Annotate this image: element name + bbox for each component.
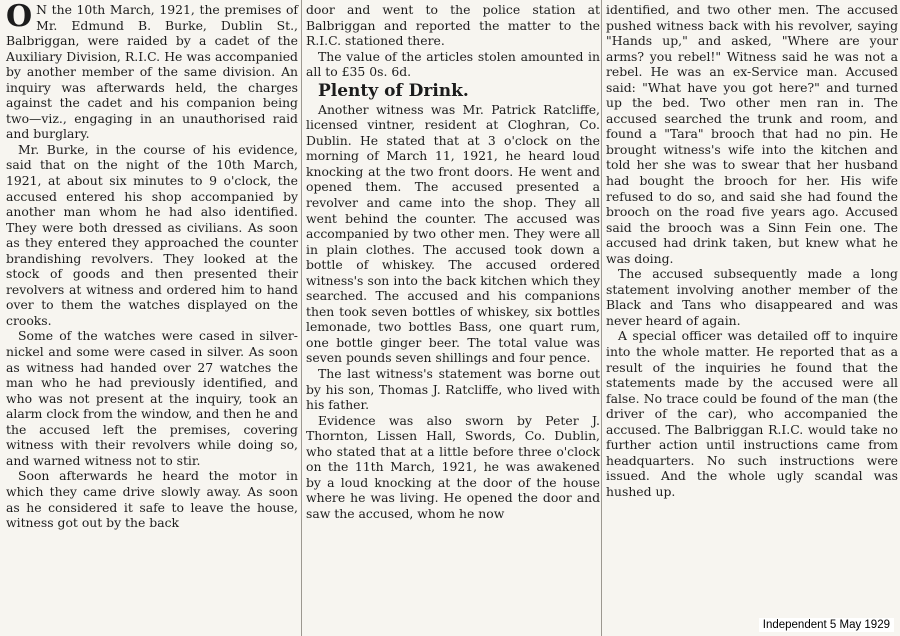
article-paragraph: Some of the watches were cased in silver-nickel and some were cased in silver. As soon as witness had handed over 27 watches the man who he had previously identified, and who was not present at the inquiry, took an alarm clock from the window, and then he and the accused left the premises, covering witness with their revolvers while doing so, and warned witness not to stir. [6, 328, 298, 468]
column-divider [301, 0, 302, 636]
article-paragraph: Another witness was Mr. Patrick Ratcliffe, licensed vintner, resident at Cloghran, Co. Dublin. He stated that at 3 o'clock on the morning of March 11, 1921, he heard loud knocking at the two front doors. He went and opened them. The accused presented a revolver and came into the shop. They all went behind the counter. The accused was accompanied by two other men. They were all in plain clothes. The accused took down a bottle of whiskey. The accused ordered witness's son into the back kitchen which they searched. The accused and his companions then took seven bottles of whiskey, six bottles lemonade, two bottles Bass, one quart rum, one bottle ginger beer. The total value was seven pounds seven shillings and four pence. [306, 101, 600, 366]
column-1 [6, 2, 298, 531]
column-2 [306, 2, 600, 522]
article-paragraph: identified, and two other men. The accused pushed witness back with his revolver, saying "Hands up," and asked, "Where are your arms? you rebel!" Witness said he was not a rebel. He was an ex-Service man. Accused said: "What have you got here?" and turned up the bed. Two other men ran in. The accused searched the trunk and room, and found a "Tara" brooch that had no pin. He brought witness's wife into the kitchen and told her she was to swear that her husband had bought the brooch for her. His wife refused to do so, and said she had found the brooch on the road five years ago. Accused said the brooch was a Sinn Fein one. The accused had drink taken, but knew what he was doing. [606, 2, 898, 266]
article-paragraph: Soon afterwards he heard the motor in which they came drive slowly away. As soon as he considered it safe to leave the house, witness got out by the back [6, 468, 298, 531]
paragraph-text: N the 10th March, 1921, the premises of Mr. Edmund B. Burke, Dublin St., Balbriggan, were raided by a cadet of the Auxiliary Division, R.I.C. He was accompanied by another member of the same division. An inquiry was afterwards held, the charges against the cadet and his companion being two—viz., engaging in an unauthorised raid and burglary. [6, 2, 298, 142]
article-paragraph: The accused subsequently made a long statement involving another member of the Black and Tans who disappeared and was never heard of again. [606, 266, 898, 328]
article-paragraph: The last witness's statement was borne out by his son, Thomas J. Ratcliffe, who lived with his father. [306, 366, 600, 413]
article-paragraph: door and went to the police station at Balbriggan and reported the matter to the R.I.C. stationed there. [306, 2, 600, 49]
column-divider [601, 0, 602, 636]
article-paragraph: A special officer was detailed off to inquire into the whole matter. He reported that as a result of the inquiries he found that the statements made by the accused were all false. No trace could be found of the man (the driver of the car), who accompanied the accused. The Balbriggan R.I.C. would take no further action until instructions came from headquarters. No such instructions were issued. And the whole ugly scandal was hushed up. [606, 328, 898, 499]
article-paragraph: The value of the articles stolen amounted in all to £35 0s. 6d. [306, 48, 600, 80]
section-subheading: Plenty of Drink. [318, 80, 469, 101]
column-3 [606, 2, 898, 500]
source-caption: Independent 5 May 1929 [759, 618, 894, 632]
drop-cap: O [6, 0, 33, 34]
article-paragraph: Evidence was also sworn by Peter J. Thornton, Lissen Hall, Swords, Co. Dublin, who stated that at a little before three o'clock on the 11th March, 1921, he was awakened by a loud knocking at the door of the house where he was living. He opened the door and saw the accused, whom he now [306, 412, 600, 521]
article-paragraph [6, 2, 298, 142]
article-paragraph: Mr. Burke, in the course of his evidence, said that on the night of the 10th March, 1921, at about six minutes to 9 o'clock, the accused entered his shop accompanied by another man whom he had also identified. They were both dressed as civilians. As soon as they entered they approached the counter brandishing revolvers. They looked at the stock of goods and then presented their revolvers at witness and ordered him to hand over to them the watches displayed on the crooks. [6, 141, 298, 328]
